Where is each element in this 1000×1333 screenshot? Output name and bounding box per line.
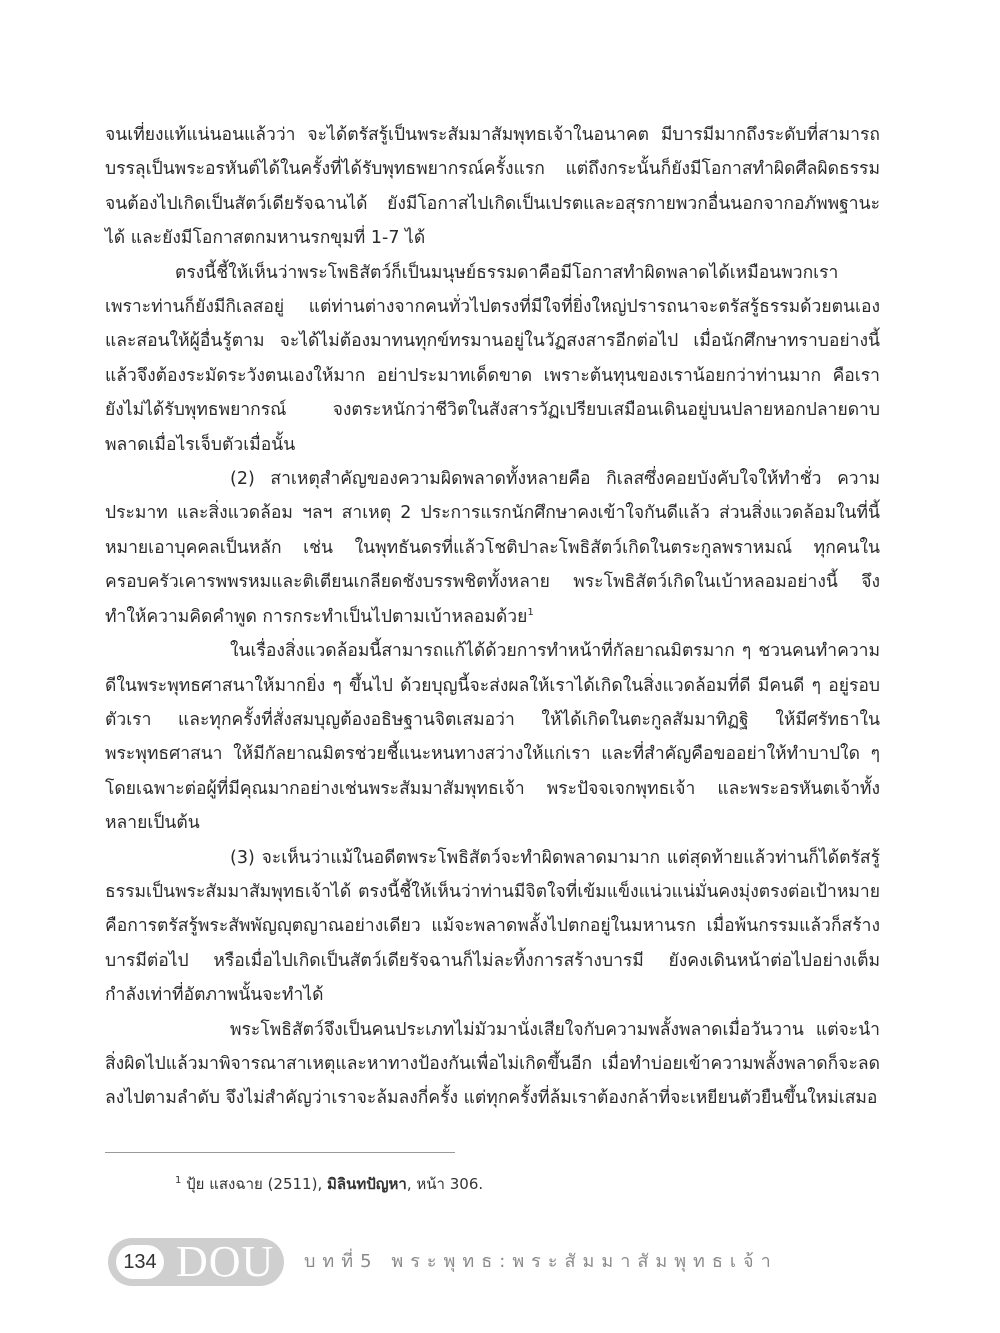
paragraph: ในเรื่องสิ่งแวดล้อมนี้สามารถแก้ได้ด้วยการทำหน้าที่กัลยาณมิตรมาก ๆ ชวนคนทำความดีในพระพุทธศาสนาให้มากยิ่ง ๆ ขึ้นไป ด้วยบุญนี้จะส่งผลให้เราได้เกิดในสิ่งแวดล้อมที่ดี มีคนดี ๆ อยู่รอบตัวเรา และทุกครั้งที่สั่งสมบุญต้องอธิษฐานจิตเสมอว่า ให้ได้เกิดในตะกูลสัมมาทิฏฐิ ให้มีศรัทธาในพระพุทธศาสนา ให้มีกัลยาณมิตรช่วยชี้แนะหนทางสว่างให้แก่เรา และที่สำคัญคือขออย่าให้ทำบาปใด ๆ โดยเฉพาะต่อผู้ที่มีคุณมากอย่างเช่นพระสัมมาสัมพุทธเจ้า พระปัจจเจกพุทธเจ้า และพระอรหันตเจ้าทั้งหลายเป็นต้น: [105, 641, 880, 834]
paragraph-with-footnote: [105, 462, 880, 634]
page-footer: [108, 1238, 908, 1288]
paragraph: ตรงนี้ชี้ให้เห็นว่าพระโพธิสัตว์ก็เป็นมนุษย์ธรรมดาคือมีโอกาสทำผิดพลาดได้เหมือนพวกเรา เพราะท่านก็ยังมีกิเลสอยู่ แต่ท่านต่างจากคนทั่วไปตรงที่มีใจที่ยิ่งใหญ่ปรารถนาจะตรัสรู้ธรรมด้วยตนเองและสอนให้ผู้อื่นรู้ตาม จะได้ไม่ต้องมาทนทุกข์ทรมานอยู่ในวัฏสงสารอีกต่อไป เมื่อนักศึกษาทราบอย่างนี้แล้วจึงต้องระมัดระวังตนเองให้มาก อย่าประมาทเด็ดขาด เพราะต้นทุนของเราน้อยกว่าท่านมาก คือเรายังไม่ได้รับพุทธพยากรณ์ จงตระหนักว่าชีวิตในสังสารวัฏเปรียบเสมือนเดินอยู่บนปลายหอกปลายดาบ พลาดเมื่อไรเจ็บตัวเมื่อนั้น: [105, 262, 880, 455]
footnote-marker[interactable]: 1: [527, 606, 534, 618]
paragraph: (3) จะเห็นว่าแม้ในอดีตพระโพธิสัตว์จะทำผิดพลาดมามาก แต่สุดท้ายแล้วท่านก็ได้ตรัสรู้ธรรมเป็นพระสัมมาสัมพุทธเจ้าได้ ตรงนี้ชี้ให้เห็นว่าท่านมีจิตใจที่เข้มแข็งแน่วแน่มั่นคงมุ่งตรงต่อเป้าหมายคือการตรัสรู้พระสัพพัญญุตญาณอย่างเดียว แม้จะพลาดพลั้งไปตกอยู่ในมหานรก เมื่อพ้นกรรมแล้วก็สร้างบารมีต่อไป หรือเมื่อไปเกิดเป็นสัตว์เดียรัจฉานก็ไม่ละทิ้งการสร้างบารมี ยังคงเดินหน้าต่อไปอย่างเต็มกำลังเท่าที่อัตภาพนั้นจะทำได้: [105, 847, 880, 1006]
footnote-divider: [105, 1152, 455, 1153]
footnote-number: 1: [175, 1175, 182, 1186]
page-body: [105, 118, 880, 1116]
chapter-title: บทที่5 พระพุทธ:พระสัมมาสัมพุทธเจ้า: [304, 1251, 778, 1272]
paragraph: จนเที่ยงแท้แน่นอนแล้วว่า จะได้ตรัสรู้เป็นพระสัมมาสัมพุทธเจ้าในอนาคต มีบารมีมากถึงระดับที่สามารถบรรลุเป็นพระอรหันต์ได้ในครั้งที่ได้รับพุทธพยากรณ์ครั้งแรก แต่ถึงกระนั้นก็ยังมีโอกาสทำผิดศีลผิดธรรมจนต้องไปเกิดเป็นสัตว์เดียรัจฉานได้ ยังมีโอกาสไปเกิดเป็นเปรตและอสุรกายพวกอื่นนอกจากอภัพพฐานะ ได้ และยังมีโอกาสตกมหานรกขุมที่ 1-7 ได้: [105, 125, 880, 249]
footnote: [175, 1172, 483, 1196]
footnote-title: มิลินทปัญหา: [327, 1175, 407, 1193]
page-number: 134: [116, 1245, 164, 1279]
footnote-author: ปุ้ย แสงฉาย (2511),: [186, 1175, 323, 1193]
dou-logo: DOU: [176, 1237, 275, 1286]
paragraph: พระโพธิสัตว์จึงเป็นคนประเภทไม่มัวมานั่งเสียใจกับความพลั้งพลาดเมื่อวันวาน แต่จะนำสิ่งผิดไปแล้วมาพิจารณาสาเหตุและหาทางป้องกันเพื่อไม่เกิดขึ้นอีก เมื่อทำบ่อยเข้าความพลั้งพลาดก็จะลดลงไปตามลำดับ จึงไม่สำคัญว่าเราจะล้มลงกี่ครั้ง แต่ทุกครั้งที่ล้มเราต้องกล้าที่จะเหยียนตัวยืนขึ้นใหม่เสมอ: [105, 1019, 880, 1109]
paragraph-text: (2) สาเหตุสำคัญของความผิดพลาดทั้งหลายคือ กิเลสซึ่งคอยบังคับใจให้ทำชั่ว ความประมาท และสิ่งแวดล้อม ฯลฯ สาเหตุ 2 ประการแรกนักศึกษาคงเข้าใจกันดีแล้ว ส่วนสิ่งแวดล้อมในที่นี้หมายเอาบุคคลเป็นหลัก เช่น ในพุทธันดรที่แล้วโชติปาละโพธิสัตว์เกิดในตระกูลพราหมณ์ ทุกคนในครอบครัวเคารพพรหมและติเตียนเกลียดชังบรรพชิตทั้งหลาย พระโพธิสัตว์เกิดในเบ้าหลอมอย่างนี้ จึงทำให้ความคิดคำพูด การกระทำเป็นไปตามเบ้าหลอมด้วย: [105, 469, 880, 627]
footer-badge: [108, 1238, 284, 1286]
footnote-page: , หน้า 306.: [406, 1175, 484, 1193]
